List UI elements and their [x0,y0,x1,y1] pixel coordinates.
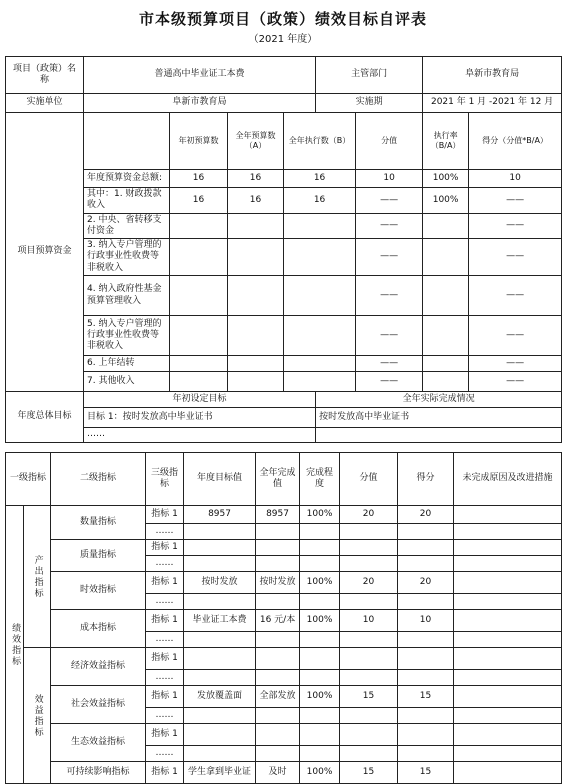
cell-initial [170,356,228,372]
reason-cell [454,746,562,762]
table-row [6,686,562,708]
weight-value: 15 [340,762,398,784]
l2-indicator: 生态效益指标 [51,724,146,762]
target-value: 按时发放 [184,572,256,594]
output-indicator-label: 产出指标 [24,506,51,648]
dept-value: 阜新市教育局 [423,57,562,94]
row-label: 年度预算资金总额: [84,170,170,188]
indicators-table [5,452,562,784]
weight-value [340,648,398,670]
l3-indicator: 指标 1 [146,648,184,670]
cell-score: —— [469,372,562,392]
l2-indicator: 成本指标 [51,610,146,648]
score-value: 10 [398,610,454,632]
score-value [398,632,454,648]
l2-indicator: 社会效益指标 [51,686,146,724]
actual-value [256,632,300,648]
cell-initial [170,372,228,392]
header-rate: 完成程度 [300,453,340,506]
cell-initial: 16 [170,170,228,188]
weight-value [340,632,398,648]
actual-value: 按时发放 [256,572,300,594]
weight-value [340,670,398,686]
benefit-indicator-label: 效益指标 [24,648,51,784]
cell-rate [423,356,469,372]
cell-annual [228,372,284,392]
l3-indicator: 指标 1 [146,572,184,594]
actual-value: 8957 [256,506,300,524]
table-row [6,506,562,524]
weight-value: 10 [340,610,398,632]
table-row [6,540,562,556]
budget-table [5,56,562,443]
l3-indicator: 指标 1 [146,506,184,524]
header-l2: 二级指标 [51,453,146,506]
reason-cell [454,724,562,746]
reason-cell [454,708,562,724]
goals-expected-label: 年初设定目标 [84,392,316,408]
cell-initial [170,276,228,316]
cell-exec [284,372,356,392]
row-label: 其中：1. 财政拨款收入 [84,188,170,214]
weight-value: 15 [340,686,398,708]
score-value: 20 [398,506,454,524]
cell-weight: —— [356,188,423,214]
weight-value: 20 [340,506,398,524]
l3-indicator: …… [146,708,184,724]
actual-value: 及时 [256,762,300,784]
target-value [184,746,256,762]
reason-cell [454,632,562,648]
cell-score: 10 [469,170,562,188]
actual-value [256,594,300,610]
cell-score: —— [469,188,562,214]
table-row [6,762,562,784]
project-name-label: 项目（政策）名称 [6,57,84,94]
weight-value [340,594,398,610]
impl-unit-value: 阜新市教育局 [84,94,316,113]
completion-rate [300,540,340,556]
goals-section-label: 年度总体目标 [6,392,84,443]
row-label: 4. 纳入政府性基金预算管理收入 [84,276,170,316]
completion-rate: 100% [300,610,340,632]
reason-cell [454,686,562,708]
cell-rate [423,239,469,276]
table-row [6,188,562,214]
cell-annual: 16 [228,170,284,188]
actual-value [256,746,300,762]
completion-rate: 100% [300,762,340,784]
score-value: 15 [398,762,454,784]
target-value [184,524,256,540]
cell-weight: —— [356,372,423,392]
completion-rate [300,648,340,670]
target-value [184,594,256,610]
reason-cell [454,556,562,572]
row-label: 5. 纳入专户管理的行政事业性收费等非税收入 [84,316,170,356]
score-value [398,556,454,572]
completion-rate: 100% [300,506,340,524]
l3-indicator: …… [146,746,184,762]
completion-rate [300,594,340,610]
cell-weight: —— [356,213,423,239]
header-annual: 全年预算数（A） [228,113,284,170]
header-rate: 执行率（B/A） [423,113,469,170]
cell-annual: 16 [228,188,284,214]
cell-weight: —— [356,356,423,372]
table-row [6,610,562,632]
cell-score: —— [469,316,562,356]
goals-expected: 目标 1：按时发放高中毕业证书 [84,408,316,428]
cell-annual [228,213,284,239]
target-value [184,632,256,648]
l3-indicator: 指标 1 [146,540,184,556]
target-value [184,708,256,724]
header-reason: 未完成原因及改进措施 [454,453,562,506]
l3-indicator: …… [146,524,184,540]
target-value [184,540,256,556]
cell-exec: 16 [284,170,356,188]
cell-exec [284,213,356,239]
reason-cell [454,648,562,670]
actual-value: 16 元/本 [256,610,300,632]
completion-rate [300,556,340,572]
completion-rate [300,632,340,648]
weight-value [340,540,398,556]
actual-value [256,708,300,724]
page-subtitle: （2021 年度） [248,34,318,45]
weight-value: 20 [340,572,398,594]
header-weight: 分值 [356,113,423,170]
header-l1: 一级指标 [6,453,51,506]
cell-initial [170,316,228,356]
goals-actual-label: 全年实际完成情况 [316,392,562,408]
score-value [398,648,454,670]
header-exec: 全年执行数（B） [284,113,356,170]
completion-rate: 100% [300,686,340,708]
cell-score: —— [469,276,562,316]
cell-annual [228,239,284,276]
header-initial: 年初预算数 [170,113,228,170]
weight-value [340,524,398,540]
l3-indicator: 指标 1 [146,762,184,784]
cell-annual [228,276,284,316]
actual-value [256,540,300,556]
table-row [6,239,562,276]
cell-score: —— [469,213,562,239]
target-value [184,556,256,572]
cell-exec [284,316,356,356]
row-label: 6. 上年结转 [84,356,170,372]
table-row [6,372,562,392]
l2-indicator: 时效指标 [51,572,146,610]
reason-cell [454,506,562,524]
completion-rate [300,724,340,746]
cell-annual [228,356,284,372]
page-title: 市本级预算项目（政策）绩效目标自评表 [138,10,427,28]
actual-value [256,670,300,686]
impl-unit-label: 实施单位 [6,94,84,113]
table-row [6,276,562,316]
cell-rate: 100% [423,170,469,188]
table-row [6,170,562,188]
cell-rate [423,316,469,356]
completion-rate [300,670,340,686]
cell-rate [423,213,469,239]
reason-cell [454,610,562,632]
dept-label: 主管部门 [316,57,423,94]
header-score: 得分 [398,453,454,506]
cell-annual [228,316,284,356]
l3-indicator: 指标 1 [146,686,184,708]
score-value [398,540,454,556]
goals-actual: 按时发放高中毕业证书 [316,408,562,428]
table-row [6,213,562,239]
reason-cell [454,594,562,610]
weight-value [340,724,398,746]
reason-cell [454,572,562,594]
reason-cell [454,540,562,556]
completion-rate [300,524,340,540]
table-row [6,572,562,594]
actual-value: 全部发放 [256,686,300,708]
l3-indicator: …… [146,632,184,648]
project-name: 普通高中毕业证工本费 [84,57,316,94]
cell-exec: 16 [284,188,356,214]
cell-weight: —— [356,276,423,316]
reason-cell [454,670,562,686]
target-value: 发放覆盖面 [184,686,256,708]
budget-section-label: 项目预算资金 [6,113,84,392]
cell-initial [170,213,228,239]
table-row [6,316,562,356]
perf-indicator-label: 绩效指标 [6,506,24,784]
l3-indicator: 指标 1 [146,610,184,632]
l3-indicator: …… [146,594,184,610]
score-value [398,746,454,762]
header-l3: 三级指标 [146,453,184,506]
cell-exec [284,239,356,276]
completion-rate [300,746,340,762]
score-value [398,670,454,686]
score-value [398,708,454,724]
l3-indicator: 指标 1 [146,724,184,746]
row-label: 7. 其他收入 [84,372,170,392]
target-value: 8957 [184,506,256,524]
l3-indicator: …… [146,670,184,686]
cell-score: —— [469,239,562,276]
table-row [6,724,562,746]
cell-initial [170,239,228,276]
score-value: 20 [398,572,454,594]
score-value [398,524,454,540]
actual-value [256,524,300,540]
goals-dots: …… [84,428,316,443]
cell-weight: —— [356,239,423,276]
target-value [184,670,256,686]
l2-indicator: 质量指标 [51,540,146,572]
table-row [6,648,562,670]
row-label: 3. 纳入专户管理的行政事业性收费等非税收入 [84,239,170,276]
weight-value [340,708,398,724]
cell-rate [423,372,469,392]
l3-indicator: …… [146,556,184,572]
table-row [6,356,562,372]
weight-value [340,746,398,762]
cell-weight: 10 [356,170,423,188]
cell-exec [284,356,356,372]
l2-indicator: 经济效益指标 [51,648,146,686]
header-target: 年度目标值 [184,453,256,506]
score-value [398,724,454,746]
completion-rate [300,708,340,724]
reason-cell [454,762,562,784]
cell-exec [284,276,356,316]
actual-value [256,556,300,572]
target-value [184,724,256,746]
cell-score: —— [469,356,562,372]
actual-value [256,724,300,746]
target-value [184,648,256,670]
weight-value [340,556,398,572]
cell-weight: —— [356,316,423,356]
target-value: 学生拿到毕业证 [184,762,256,784]
period-value: 2021 年 1 月 -2021 年 12 月 [423,94,562,113]
header-weight: 分值 [340,453,398,506]
score-value [398,594,454,610]
l2-indicator: 数量指标 [51,506,146,540]
reason-cell [454,524,562,540]
header-actual: 全年完成值 [256,453,300,506]
cell-initial: 16 [170,188,228,214]
actual-value [256,648,300,670]
completion-rate: 100% [300,572,340,594]
period-label: 实施期 [316,94,423,113]
target-value: 毕业证工本费 [184,610,256,632]
cell-rate: 100% [423,188,469,214]
header-score: 得分（分值*B/A） [469,113,562,170]
cell-rate [423,276,469,316]
row-label: 2. 中央、省转移支付资金 [84,213,170,239]
score-value: 15 [398,686,454,708]
l2-indicator: 可持续影响指标 [51,762,146,784]
